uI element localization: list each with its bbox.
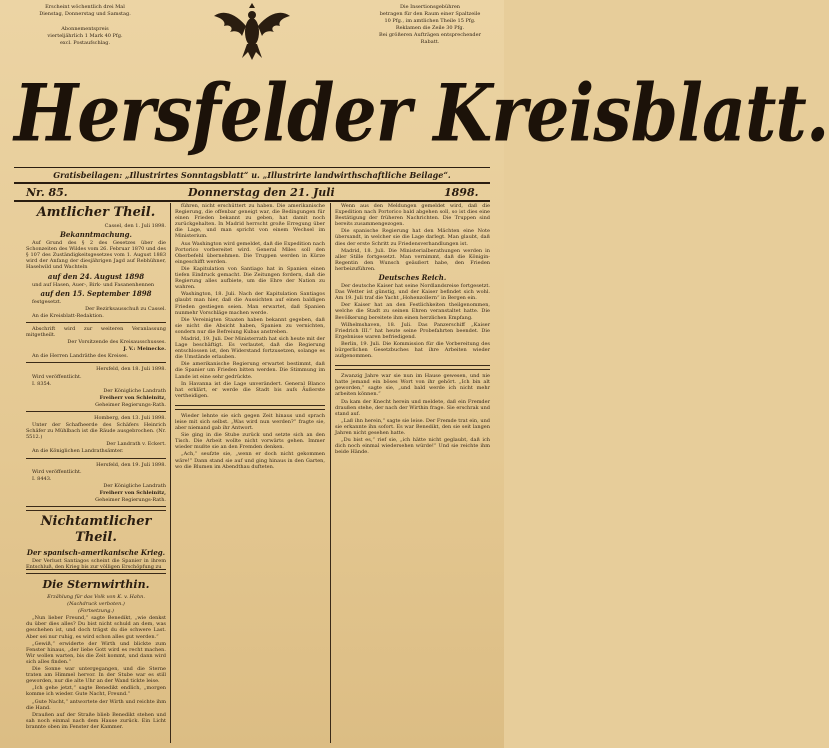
signature: Der Vorsitzende des Kreisausschusses. <box>67 339 166 346</box>
official-section-heading: Amtlicher Theil. <box>36 205 156 220</box>
right-info-line: 10 Pfg., im amtlichen Theile 15 Pfg. <box>384 18 476 24</box>
right-info-box <box>370 4 490 64</box>
top-rule <box>14 167 490 168</box>
separator <box>26 411 166 412</box>
eagle-emblem-icon <box>212 2 292 62</box>
paragraph: Unter der Schafheerde des Schäfers Heinrich Schäfer zu Mühlbach ist die Räude ausgebrochen. (Nr. 5512.) <box>26 422 166 441</box>
paragraph: und auf Hasen, Auer-, Birk- und Fasanenhennen <box>32 281 155 288</box>
paragraph: Die Kapitulation von Santiago hat in Spanien einen tiefen Eindruck gemacht. Die Zeitungen fordern, daß die Regierung alles aufbiete, um die Ehre der Nation zu wahren. <box>175 265 325 291</box>
mid-rule <box>14 182 490 184</box>
right-info-line: Rabatt. <box>420 39 440 45</box>
signature-name: J. V.: Meinecke. <box>123 346 166 353</box>
left-info-line: Dienstag, Donnerstag und Samstag. <box>39 11 131 17</box>
addressee: An die Kreisblatt-Redaktion. <box>32 312 104 319</box>
signature-title: Geheimer Regierungs-Rath. <box>95 401 166 408</box>
supplements-line: Gratisbeilagen: „Illustrirtes Sonntagsblatt“ u. „Illustrirte landwirthschaftliche Beilage“. <box>53 170 451 180</box>
paragraph: Draußen auf der Straße blieb Benedikt stehen und sah noch einmal nach dem Hause zurück. Ein Licht brannte oben im Fenster der Kammer. <box>26 711 166 730</box>
paragraph: Da kam der Knecht herein und meldete, daß ein Fremder draußen stehe, der nach der Wirthin frage. Sie erschrak und stand auf. <box>335 398 490 417</box>
paragraph: Wieder lehnte sie sich gegen Zeit hinaus und sprach leise mit sich selbst. „Was wird nun werden?“ fragte sie, aber niemand gab ihr Antwort. <box>175 412 325 432</box>
signature-title: Geheimer Regierungs-Rath. <box>95 497 166 503</box>
paragraph: Auf Grund des § 2 des Gesetzes über die Schonzeiten des Wildes vom 26. Februar 1870 und des § 107 des Zuständigkeitsgesetzes vom 1. August 1883 wird der Anfang der diesjährigen Jagd auf Rebhühner, Haselwild und Wachteln <box>26 240 166 271</box>
paragraph: Washington, 18. Juli. Nach der Kapitulation Santiagos glaubt man hier, daß die Aussichten auf einen baldigen Frieden gestiegen seien. Man erwartet, daß Spanien nunmehr Vorschläge machen werde. <box>175 291 325 316</box>
reference-number: I. 8354. <box>32 380 52 387</box>
signature-name: Freiherr von Schleinitz, <box>99 489 166 496</box>
left-info-line: vierteljährlich 1 Mark 40 Pfg. <box>47 33 123 39</box>
paragraph: Der Kaiser hat an den Festlichkeiten theilgenommen, welche die Stadt zu seinen Ehren veranstaltet hatte. Die Bevölkerung bereitete ihm einen herzlichen Empfang. <box>335 302 490 321</box>
dateline: Hersfeld, den 19. Juli 1898. <box>96 461 166 468</box>
double-separator <box>26 506 166 511</box>
paragraph: In Havanna ist die Lage unverändert. General Blanco hat erklärt, er werde die Stadt bis aufs Äußerste vertheidigen. <box>175 380 325 399</box>
paragraph: Die Sonne war untergegangen, und die Sterne traten am Himmel hervor. In der Stube war es still geworden, nur die alte Uhr an der Wand tickte leise. <box>26 666 166 685</box>
section-heading: Deutsches Reich. <box>378 273 447 283</box>
paragraph: Der deutsche Kaiser hat seine Nordlandsreise fortgesetzt. Das Wetter ist günstig, und der Kaiser befindet sich wohl. Am 19. Juli traf die Yacht „Hohenzollern“ in Bergen ein. <box>335 283 490 302</box>
paragraph: „Ach,“ seufzte sie, „wenn er doch nicht gekommen wäre!“ Dann stand sie auf und ging hinaus in den Garten, wo die Blumen im Abendthau dufteten. <box>175 451 325 470</box>
column-news-2 <box>175 203 325 743</box>
issue-date: Donnerstag den 21. Juli <box>188 186 335 199</box>
column-official <box>26 203 166 503</box>
column-nonofficial <box>26 503 166 571</box>
paragraph: Sie ging in die Stube zurück und setzte sich an den Tisch. Die Arbeit wollte nicht vorwärts gehen. Immer wieder mußte sie an den Fremden denken. <box>175 432 325 451</box>
double-separator <box>26 569 166 574</box>
double-separator <box>175 405 325 410</box>
story-continuation: (Fortsetzung.) <box>78 608 114 615</box>
paragraph: Die amerikanische Regierung erwartet bestimmt, daß die Spanier um Frieden bitten werden. Die Stimmung im Lande ist eine sehr gedrückte. <box>175 361 325 380</box>
paragraph: „Nun lieber Freund,“ sagte Benedikt, „wie denkst du über dies alles? Du bist nicht schuld an dem, was geschehen ist, und doch trägst du die schwere Last. Aber sei nur ruhig, es wird schon alles gut werden.“ <box>26 615 166 640</box>
paragraph: „Du bist es,“ rief sie, „ich hätte nicht geglaubt, daß ich dich noch einmal wiedersehen würde!“ Und sie reichte ihm beide Hände. <box>335 437 490 456</box>
separator <box>26 322 166 323</box>
announcement-heading: Bekanntmachung. <box>60 230 132 240</box>
paragraph: Die spanische Regierung hat den Mächten eine Note übersandt, in welcher sie die Lage darlegt. Man glaubt, daß dies der erste Schritt zu Friedensverhandlungen ist. <box>335 228 490 247</box>
signature: Der Königliche Landrath <box>103 387 166 394</box>
addressee: An die Königlichen Landrathsämter. <box>32 448 124 455</box>
signature: Der Landrath v. Eckert. <box>106 441 166 448</box>
nonofficial-section-heading: Nichtamtlicher Theil. <box>40 514 152 545</box>
date-highlight: auf den 24. August 1898 <box>47 271 145 281</box>
paragraph: Madrid, 18. Juli. Die Ministerialberathungen werden in aller Stille fortgesetzt. Man vernimmt, daß die Königin-Regentin den Wunsch geäußert habe, den Frieden herbeizuführen. <box>335 247 490 272</box>
issue-year: 1898. <box>444 186 479 199</box>
paragraph: „Ich gehe jetzt,“ sagte Benedikt endlich, „morgen komme ich wieder. Gute Nacht, Freund.“ <box>26 685 166 698</box>
right-info-line: Reklamen die Zeile 30 Pfg. <box>395 25 465 31</box>
story-title: Die Sternwirthin. <box>42 578 150 591</box>
paragraph: Der Verlust Santiagos scheint die Spanier in ihrem Entschluß, den Krieg bis zur völligen Erschöpfung zu <box>26 558 166 571</box>
dateline: Hersfeld, den 18. Juli 1898. <box>96 366 166 373</box>
separator <box>26 458 166 459</box>
signature-name: Freiherr von Schleinitz, <box>99 394 166 401</box>
paragraph: „Gute Nacht,“ antwortete der Wirth und reichte ihm die Hand. <box>26 698 166 711</box>
right-info-line: betragen für den Raum einer Spaltzeile <box>379 11 481 17</box>
paragraph: Die Vereinigten Staaten haben bekannt gegeben, daß sie nicht die Absicht haben, Spanien zu vernichten, sondern nur die Befreiung Kubas anstreben. <box>175 316 325 335</box>
paragraph: Wilhelmshaven, 18. Juli. Das Panzerschiff „Kaiser Friedrich III.“ hat heute seine Probefahrten beendet. Die Ergebnisse waren befriedigend. <box>335 321 490 340</box>
paragraph: Zwanzig Jahre war sie nun im Hause gewesen, und nie hatte jemand ein böses Wort von ihr gehört. „Ich bin alt geworden,“ sagte sie, „und bald werde ich nicht mehr arbeiten können.“ <box>335 373 490 398</box>
paragraph: Madrid, 19. Juli. Der Ministerrath hat sich heute mit der Lage beschäftigt. Es verlautet, daß die Regierung entschlossen ist, den Widerstand fortzusetzen, solange es die Umstände erlauben. <box>175 335 325 361</box>
date-highlight: auf den 15. September 1898 <box>40 288 152 298</box>
left-info-box <box>30 4 140 64</box>
column-rule <box>170 203 171 743</box>
paragraph: Wird veröffentlicht. <box>32 373 82 380</box>
story-subtitle: Erzählung für das Volk von K. v. Hahn. <box>47 594 145 600</box>
masthead-title: Hersfelder Kreisblatt. <box>14 68 829 160</box>
signature: Der Bezirksausschuß zu Cassel. <box>85 305 166 312</box>
paragraph: Abschrift wird zur weiteren Veranlassung mitgetheilt. <box>26 325 166 339</box>
right-info-line: Die Insertionsgebühren <box>399 4 461 10</box>
reference-number: I. 8443. <box>32 475 52 482</box>
separator <box>26 362 166 363</box>
dateline: Homberg, den 13. Juli 1898. <box>94 414 166 421</box>
column-rule <box>330 203 331 743</box>
issue-number: Nr. 85. <box>26 186 68 199</box>
signature: Der Königliche Landrath <box>103 482 166 489</box>
paragraph: Berlin, 19. Juli. Die Kommission für die Vorbereitung des bürgerlichen Gesetzbuches hat ihre Arbeiten wieder aufgenommen. <box>335 340 490 360</box>
addressee: An die Herren Landräthe des Kreises. <box>32 353 129 360</box>
double-separator <box>335 365 490 370</box>
war-article-heading: Der spanisch-amerikanische Krieg. <box>26 548 166 557</box>
left-info-line: Erscheint wöchentlich drei Mal <box>45 4 125 10</box>
dateline: Cassel, den 1. Juli 1898. <box>104 223 166 229</box>
paragraph: Wird veröffentlicht. <box>32 468 82 475</box>
paragraph: Wenn aus den Meldungen gemeldet wird, daß die Expedition nach Portorico bald abgehen soll, so ist dies eine Bestätigung der früheren Nachrichten. Die Truppen sind bereits zusammengezogen. <box>335 203 490 228</box>
paragraph: „Gewiß,“ erwiderte der Wirth und blickte zum Fenster hinaus, „der liebe Gott wird es recht machen. Wir wollen warten, bis die Zeit kommt, und dann wird sich alles finden.“ <box>26 640 166 665</box>
paragraph: festgesetzt. <box>32 298 62 305</box>
paragraph: „Laß ihn herein,“ sagte sie leise. Der Fremde trat ein, und sie erkannte ihn sofort. Es war Benedikt, den sie seit langen Jahren nicht gesehen hatte. <box>335 417 490 436</box>
paragraph: führen, nicht erschüttert zu haben. Die amerikanische Regierung, die offenbar geneigt war, die Bedingungen für einen Frieden bekannt zu geben, hat damit noch zurückgehalten. In Madrid herrscht große Erregung über die Lage, und man spricht von einem Wechsel im Ministerium. <box>175 203 325 240</box>
left-info-line: excl. Postaufschlag. <box>59 40 111 46</box>
story-note: (Nachdruck verboten.) <box>67 601 125 608</box>
left-info-line: Abonnementspreis <box>61 26 109 32</box>
paragraph: Aus Washington wird gemeldet, daß die Expedition nach Portorico vorbereitet wird. General Miles soll den Oberbefehl übernehmen. Die Truppen werden in Kürze eingeschifft werden. <box>175 240 325 265</box>
issue-rule <box>14 200 490 202</box>
column-news-3 <box>335 203 490 743</box>
feuilleton-story <box>26 566 166 744</box>
right-info-line: Bei größeren Aufträgen entsprechender <box>379 32 481 38</box>
